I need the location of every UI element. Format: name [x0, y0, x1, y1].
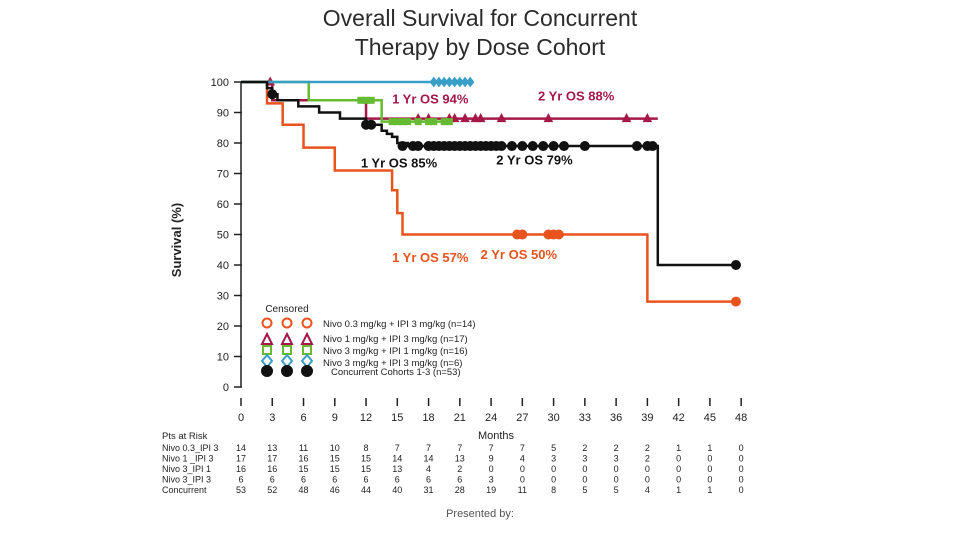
legend-marker-5: [302, 366, 313, 377]
legend-marker-2: [262, 334, 272, 344]
x-tick-label: 24: [484, 412, 498, 424]
legend-label-1: Nivo 0.3 mg/kg + IPI 3 mg/kg (n=14): [323, 319, 476, 330]
legend-label-3: Nivo 3 mg/kg + IPI 1 mg/kg (n=16): [323, 346, 468, 357]
risk-cell: 0: [644, 474, 650, 485]
legend-marker-1: [303, 319, 312, 328]
risk-cell: 7: [488, 443, 494, 453]
x-tick-label: 21: [453, 412, 466, 424]
censored-mark-series-5: [268, 90, 277, 99]
risk-cell: 0: [738, 453, 744, 464]
risk-cell: 17: [235, 453, 247, 464]
risk-cell: 2: [582, 443, 588, 453]
risk-cell: 0: [582, 464, 588, 474]
x-tick-label: 12: [359, 412, 373, 424]
risk-cell: 6: [426, 474, 432, 485]
risk-cell: 3: [613, 453, 619, 464]
risk-cell: 0: [519, 464, 525, 474]
censored-mark-series-3: [368, 97, 374, 103]
risk-cell: 6: [238, 474, 244, 485]
risk-cell: 0: [676, 464, 682, 474]
censored-mark-series-5: [497, 142, 506, 151]
x-tick-label: 48: [735, 412, 748, 424]
legend-title: Censored: [265, 304, 309, 315]
legend-marker-2: [302, 334, 312, 344]
os-annotation: 1 Yr OS 94%: [392, 91, 469, 107]
risk-cell: 6: [457, 474, 463, 485]
censored-mark-series-5: [528, 142, 537, 151]
risk-cell: 0: [613, 464, 619, 474]
censored-mark-series-1: [518, 230, 527, 239]
risk-cell: 4: [519, 453, 525, 464]
risk-cell: 14: [423, 453, 434, 464]
risk-cell: 1: [676, 443, 682, 453]
y-tick-label: 40: [216, 260, 229, 272]
risk-cell: 0: [676, 453, 682, 464]
legend-label-2: Nivo 1 mg/kg + IPI 3 mg/kg (n=17): [323, 334, 468, 345]
legend-marker-1: [283, 319, 292, 328]
risk-cell: 7: [519, 443, 525, 453]
x-tick-label: 6: [300, 412, 307, 424]
risk-cell: 11: [517, 485, 528, 495]
censored-mark-series-5: [507, 142, 516, 151]
risk-cell: 0: [644, 464, 650, 474]
risk-cell: 2: [644, 443, 650, 453]
risk-cell: 13: [454, 453, 465, 464]
chart-title-line-1: Overall Survival for Concurrent: [322, 5, 638, 31]
risk-cell: 28: [454, 485, 465, 495]
risk-cell: 6: [301, 474, 307, 485]
risk-cell: 16: [267, 464, 278, 474]
risk-cell: 1: [676, 485, 682, 495]
censored-mark-series-3: [415, 119, 421, 125]
risk-cell: 0: [613, 474, 619, 485]
censored-mark-series-3: [405, 119, 411, 125]
risk-cell: 5: [613, 485, 619, 495]
y-tick-label: 20: [216, 321, 229, 333]
risk-cell: 53: [235, 485, 247, 495]
legend-label-5: Concurrent Cohorts 1-3 (n=53): [331, 367, 461, 378]
censored-mark-series-5: [414, 142, 423, 151]
x-tick-label: 30: [547, 412, 560, 424]
risk-cell: 2: [644, 453, 650, 464]
risk-cell: 44: [361, 485, 372, 495]
risk-cell: 0: [738, 464, 744, 474]
os-annotation: 1 Yr OS 57%: [392, 249, 469, 265]
risk-cell: 7: [426, 443, 432, 453]
risk-cell: 3: [488, 474, 494, 485]
risk-cell: 10: [329, 443, 340, 453]
risk-cell: 6: [269, 474, 275, 485]
risk-row-label: Nivo 0.3_IPI 3: [162, 443, 219, 453]
risk-cell: 4: [426, 464, 432, 474]
risk-cell: 0: [738, 485, 744, 495]
x-tick-label: 15: [391, 412, 404, 424]
x-tick-label: 0: [237, 412, 245, 424]
risk-cell: 3: [551, 453, 557, 464]
risk-cell: 46: [329, 485, 340, 495]
risk-cell: 14: [235, 443, 247, 453]
risk-cell: 0: [551, 464, 557, 474]
risk-cell: 0: [707, 464, 713, 474]
x-tick-label: 36: [609, 412, 623, 424]
risk-cell: 19: [486, 485, 497, 495]
x-axis-label: Months: [477, 430, 515, 442]
risk-cell: 1: [707, 443, 713, 453]
y-tick-label: 80: [216, 138, 229, 150]
risk-cell: 7: [394, 443, 400, 453]
risk-cell: 16: [235, 464, 247, 474]
risk-cell: 0: [738, 443, 744, 453]
x-tick-label: 3: [269, 412, 276, 424]
risk-cell: 7: [457, 443, 463, 453]
risk-cell: 0: [519, 474, 525, 485]
chart-title-line-2: Therapy by Dose Cohort: [354, 34, 606, 60]
x-tick-label: 42: [672, 412, 685, 424]
series-line-5: [241, 82, 736, 265]
os-annotation: 1 Yr OS 85%: [360, 155, 438, 171]
y-tick-label: 70: [216, 168, 229, 181]
censored-mark-series-5: [580, 142, 589, 151]
legend-label-4: Nivo 3 mg/kg + IPI 3 mg/kg (n=6): [323, 358, 463, 369]
risk-cell: 15: [361, 464, 372, 474]
censored-mark-series-5: [398, 142, 407, 151]
risk-cell: 8: [551, 485, 557, 495]
legend-marker-3: [263, 346, 271, 354]
x-tick-label: 45: [703, 412, 717, 424]
risk-cell: 6: [332, 474, 338, 485]
risk-cell: 13: [267, 443, 278, 453]
y-tick-label: 0: [222, 382, 229, 394]
risk-cell: 2: [457, 464, 463, 474]
legend-marker-1: [263, 319, 272, 328]
y-tick-label: 10: [216, 351, 229, 364]
y-tick-label: 50: [216, 229, 229, 242]
y-axis-label: Survival (%): [169, 202, 184, 278]
risk-cell: 3: [582, 453, 588, 464]
risk-cell: 0: [551, 474, 557, 485]
censored-mark-series-3: [431, 119, 437, 125]
risk-cell: 9: [488, 453, 494, 464]
censored-mark-series-4: [467, 78, 474, 87]
risk-cell: 4: [644, 485, 650, 495]
y-tick-label: 100: [210, 77, 229, 89]
legend-marker-2: [282, 334, 292, 344]
risk-cell: 11: [298, 443, 309, 453]
risk-cell: 15: [361, 453, 372, 464]
legend-marker-3: [303, 346, 311, 354]
censored-mark-series-5: [632, 142, 641, 151]
risk-cell: 17: [267, 453, 278, 464]
risk-cell: 0: [582, 474, 588, 485]
risk-row-label: Nivo 3_IPI 3: [162, 474, 212, 485]
censored-mark-series-1: [554, 230, 563, 239]
censored-mark-series-5: [367, 120, 376, 129]
risk-cell: 0: [676, 474, 682, 485]
risk-row-label: Nivo 3_IPI 1: [162, 464, 212, 474]
os-annotation: 2 Yr OS 88%: [537, 88, 615, 104]
risk-cell: 15: [298, 464, 309, 474]
series-line-1: [241, 82, 736, 302]
risk-cell: 14: [392, 453, 403, 464]
y-tick-label: 30: [216, 290, 229, 303]
risk-cell: 0: [707, 474, 713, 485]
censored-mark-series-5: [549, 142, 558, 151]
y-tick-label: 60: [216, 199, 229, 211]
os-annotation: 2 Yr OS 79%: [496, 152, 573, 168]
y-tick-label: 90: [216, 107, 229, 120]
legend-marker-5: [262, 366, 273, 377]
risk-cell: 15: [329, 453, 340, 464]
legend-marker-5: [282, 366, 293, 377]
censored-mark-series-5: [648, 142, 657, 151]
risk-cell: 8: [363, 443, 369, 453]
risk-cell: 40: [392, 485, 403, 495]
risk-cell: 15: [329, 464, 340, 474]
censored-mark-series-5: [731, 261, 740, 270]
risk-cell: 2: [613, 443, 619, 453]
x-tick-label: 39: [641, 412, 654, 424]
risk-cell: 13: [392, 464, 403, 474]
risk-row-label: Nivo 1 _IPI 3: [162, 453, 214, 464]
x-tick-label: 27: [516, 412, 529, 424]
risk-table-header: Pts at Risk: [162, 431, 208, 442]
risk-cell: 0: [738, 474, 744, 485]
x-tick-label: 33: [578, 412, 591, 424]
risk-cell: 1: [707, 485, 713, 495]
censored-mark-series-5: [518, 142, 527, 151]
risk-cell: 0: [707, 453, 713, 464]
risk-cell: 31: [423, 485, 434, 495]
risk-cell: 5: [551, 443, 557, 453]
presented-by-text: Presented by:: [446, 508, 514, 520]
risk-cell: 48: [298, 485, 309, 495]
risk-cell: 16: [298, 453, 309, 464]
censored-mark-series-5: [539, 142, 548, 151]
legend-marker-3: [283, 346, 291, 354]
x-tick-label: 9: [331, 412, 338, 424]
risk-cell: 52: [267, 485, 278, 495]
risk-cell: 0: [488, 464, 494, 474]
censored-mark-series-3: [446, 119, 452, 125]
censored-mark-series-5: [560, 142, 569, 151]
risk-cell: 6: [363, 474, 369, 485]
risk-cell: 5: [582, 485, 588, 495]
x-tick-label: 18: [422, 412, 435, 424]
censored-mark-series-1: [731, 297, 740, 306]
os-annotation: 2 Yr OS 50%: [480, 246, 558, 262]
risk-cell: 6: [394, 474, 400, 485]
risk-row-label: Concurrent: [162, 485, 207, 495]
